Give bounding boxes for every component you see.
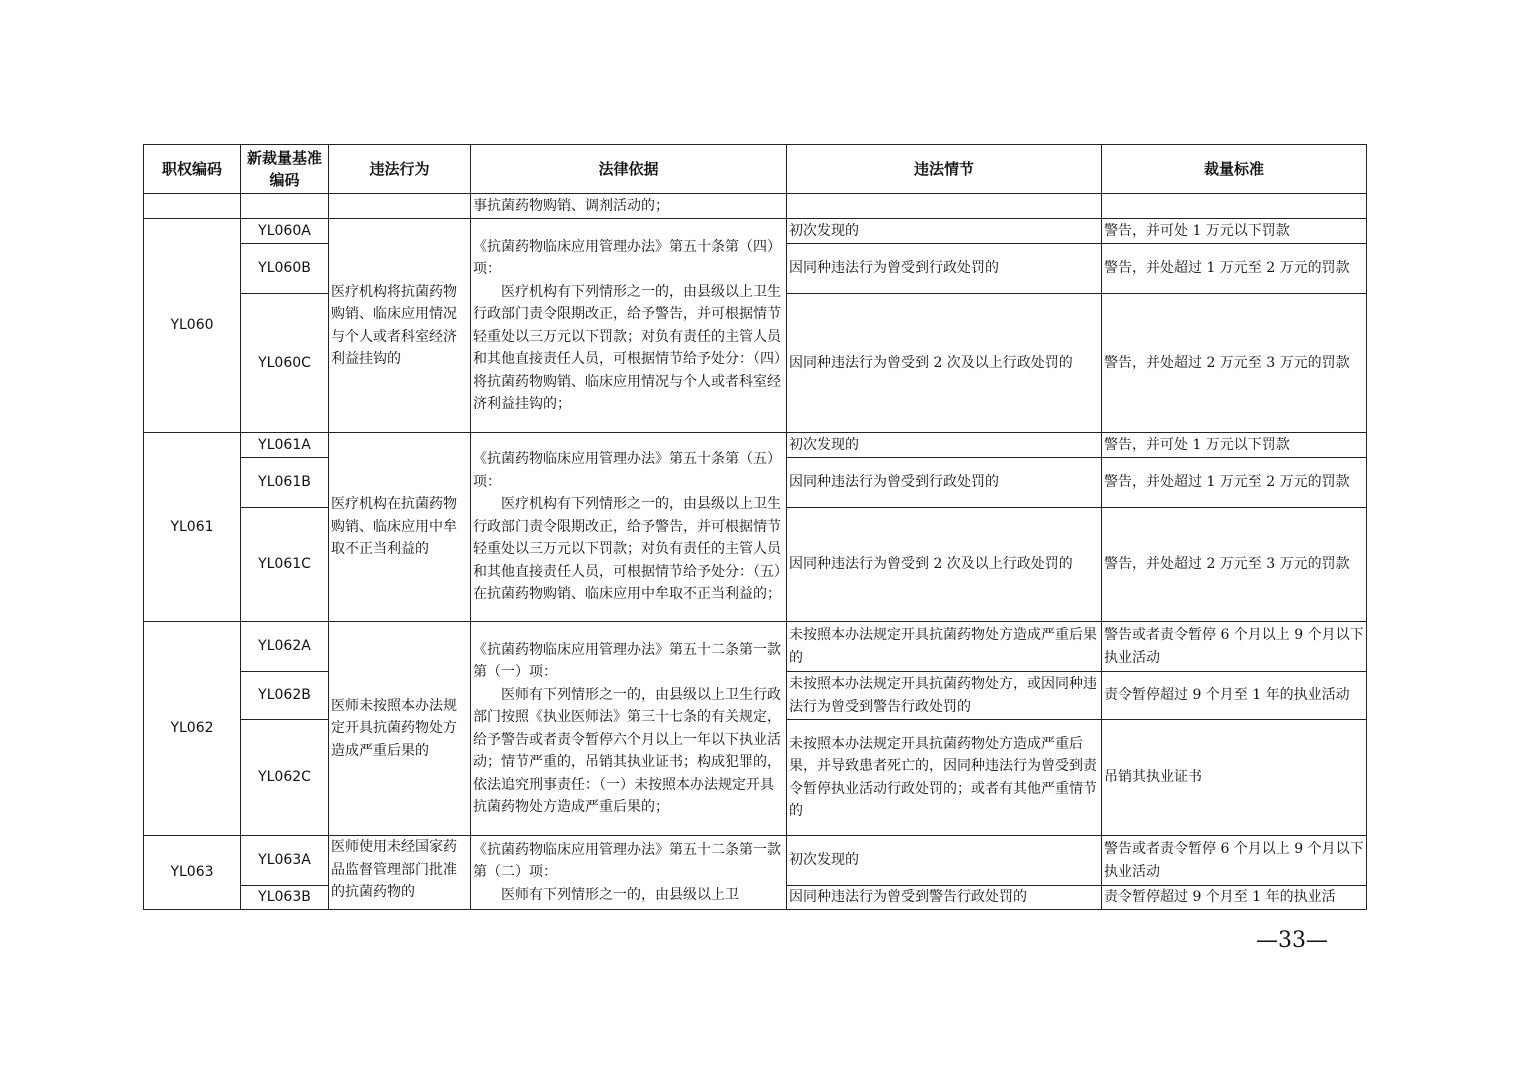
authority-code: YL062 xyxy=(144,622,241,836)
standard: 警告，并可处 1 万元以下罚款 xyxy=(1102,433,1367,458)
sub-code: YL061B xyxy=(241,458,329,508)
sub-code: YL060B xyxy=(241,244,329,294)
law-title: 《抗菌药物临床应用管理办法》第五十条第（四）项： xyxy=(473,238,781,277)
circumstance: 因同种违法行为曾受到 2 次及以上行政处罚的 xyxy=(787,294,1102,433)
header-circumstance: 违法情节 xyxy=(787,145,1102,194)
sub-code: YL063B xyxy=(241,886,329,910)
table-row xyxy=(144,836,1367,886)
table-row xyxy=(144,622,1367,672)
table-cell xyxy=(329,194,471,219)
table-cell xyxy=(1102,194,1367,219)
standard: 责令暂停超过 9 个月至 1 年的执业活动 xyxy=(1102,672,1367,720)
sub-code: YL060C xyxy=(241,294,329,433)
table-cell xyxy=(144,194,241,219)
circumstance: 初次发现的 xyxy=(787,433,1102,458)
law-title: 《抗菌药物临床应用管理办法》第五十条第（五）项： xyxy=(473,451,781,490)
table-cell xyxy=(241,194,329,219)
header-authority-code: 职权编码 xyxy=(144,145,241,194)
standard: 警告，并处超过 1 万元至 2 万元的罚款 xyxy=(1102,458,1367,508)
standard: 警告或者责令暂停 6 个月以上 9 个月以下执业活动 xyxy=(1102,836,1367,886)
authority-code: YL063 xyxy=(144,836,241,910)
law-body: 医师有下列情形之一的，由县级以上卫生行政部门按照《执业医师法》第三十七条的有关规定，给予警告或者责令暂停六个月以上一年以下执业活动；情节严重的，吊销其执业证书；构成犯罪的，依法追究刑事责任：（一）未按照本办法规定开具抗菌药物处方造成严重后果的； xyxy=(473,686,781,815)
circumstance: 初次发现的 xyxy=(787,836,1102,886)
penalty-standard-table xyxy=(143,144,1367,910)
law-body: 医疗机构有下列情形之一的，由县级以上卫生行政部门责令限期改正，给予警告，并可根据情节轻重处以三万元以下罚款；对负有责任的主管人员和其他直接责任人员，可根据情节给予处分：（四）将抗菌药物购销、临床应用情况与个人或者科室经济利益挂钩的； xyxy=(473,283,781,412)
standard: 吊销其执业证书 xyxy=(1102,720,1367,836)
violation-text: 医师未按照本办法规定开具抗菌药物处方造成严重后果的 xyxy=(329,622,471,836)
standard: 警告，并处超过 2 万元至 3 万元的罚款 xyxy=(1102,294,1367,433)
continuation-row xyxy=(144,194,1367,219)
header-violation: 违法行为 xyxy=(329,145,471,194)
header-legal-basis: 法律依据 xyxy=(471,145,787,194)
law-title: 《抗菌药物临床应用管理办法》第五十二条第一款第（一）项： xyxy=(473,641,781,680)
standard: 警告，并处超过 1 万元至 2 万元的罚款 xyxy=(1102,244,1367,294)
standard: 警告或者责令暂停 6 个月以上 9 个月以下执业活动 xyxy=(1102,622,1367,672)
circumstance: 因同种违法行为曾受到 2 次及以上行政处罚的 xyxy=(787,508,1102,622)
sub-code: YL061C xyxy=(241,508,329,622)
violation-text: 医疗机构将抗菌药物购销、临床应用情况与个人或者科室经济利益挂钩的 xyxy=(329,219,471,433)
legal-basis xyxy=(471,836,787,910)
violation-text: 医疗机构在抗菌药物购销、临床应用中牟取不正当利益的 xyxy=(329,433,471,622)
sub-code: YL060A xyxy=(241,219,329,244)
law-body: 医疗机构有下列情形之一的，由县级以上卫生行政部门责令限期改正，给予警告，并可根据情节轻重处以三万元以下罚款；对负有责任的主管人员和其他直接责任人员，可根据情节给予处分：（五）在抗菌药物购销、临床应用中牟取不正当利益的； xyxy=(473,496,781,603)
header-standard: 裁量标准 xyxy=(1102,145,1367,194)
legal-basis xyxy=(471,433,787,622)
circumstance: 因同种违法行为曾受到警告行政处罚的 xyxy=(787,886,1102,910)
header-row xyxy=(144,145,1367,194)
sub-code: YL062C xyxy=(241,720,329,836)
law-title: 《抗菌药物临床应用管理办法》第五十二条第一款第（二）项： xyxy=(473,841,781,881)
legal-basis xyxy=(471,622,787,836)
authority-code: YL060 xyxy=(144,219,241,433)
circumstance: 未按照本办法规定开具抗菌药物处方，或因同种违法行为曾受到警告行政处罚的 xyxy=(787,672,1102,720)
table-row xyxy=(144,433,1367,458)
law-continuation: 事抗菌药物购销、调剂活动的； xyxy=(471,194,787,219)
table-row xyxy=(144,219,1367,244)
sub-code: YL062B xyxy=(241,672,329,720)
law-body: 医师有下列情形之一的，由县级以上卫 xyxy=(501,886,739,903)
standard: 责令暂停超过 9 个月至 1 年的执业活 xyxy=(1102,886,1367,910)
circumstance: 因同种违法行为曾受到行政处罚的 xyxy=(787,458,1102,508)
header-new-code: 新裁量基准编码 xyxy=(241,145,329,194)
violation-text: 医师使用未经国家药品监督管理部门批准的抗菌药物的 xyxy=(329,836,471,910)
standard: 警告，并可处 1 万元以下罚款 xyxy=(1102,219,1367,244)
sub-code: YL063A xyxy=(241,836,329,886)
authority-code: YL061 xyxy=(144,433,241,622)
standard: 警告，并处超过 2 万元至 3 万元的罚款 xyxy=(1102,508,1367,622)
circumstance: 未按照本办法规定开具抗菌药物处方造成严重后果，并导致患者死亡的，因同种违法行为曾受到责令暂停执业活动行政处罚的；或者有其他严重情节的 xyxy=(787,720,1102,836)
page-number: —33— xyxy=(1256,928,1328,953)
circumstance: 初次发现的 xyxy=(787,219,1102,244)
sub-code: YL061A xyxy=(241,433,329,458)
sub-code: YL062A xyxy=(241,622,329,672)
table-cell xyxy=(787,194,1102,219)
legal-basis xyxy=(471,219,787,433)
circumstance: 未按照本办法规定开具抗菌药物处方造成严重后果的 xyxy=(787,622,1102,672)
circumstance: 因同种违法行为曾受到行政处罚的 xyxy=(787,244,1102,294)
